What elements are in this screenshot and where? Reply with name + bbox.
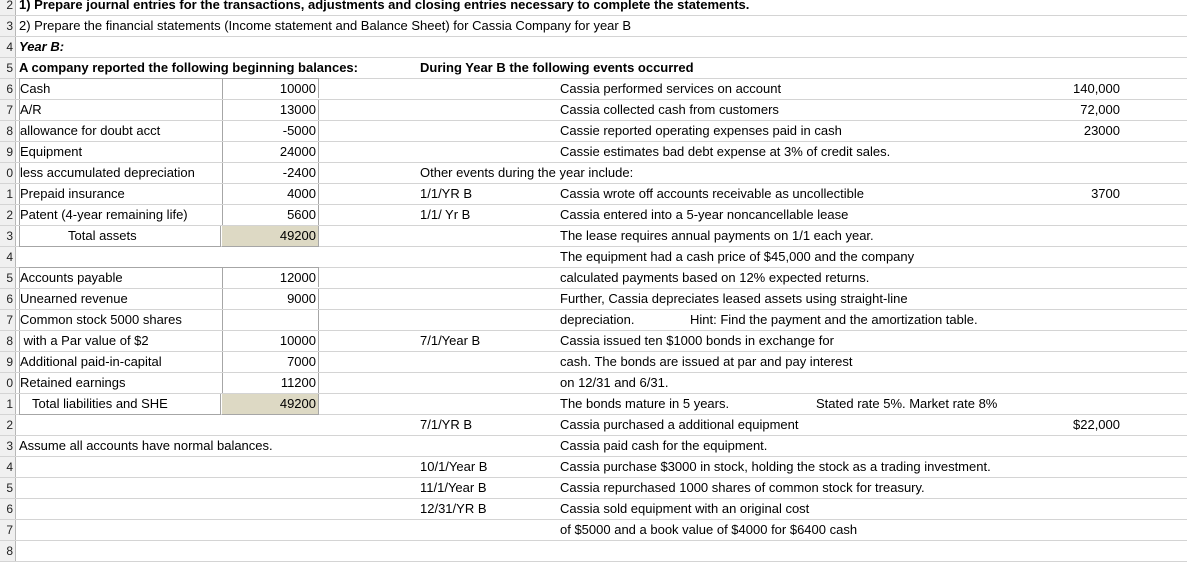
event-text[interactable]: The equipment had a cash price of $45,000 and the company — [560, 249, 915, 264]
event-text[interactable]: Cassie estimates bad debt expense at 3% of credit sales. — [560, 144, 891, 159]
row-header[interactable]: 5 — [0, 58, 16, 78]
balance-value[interactable]: 4000 — [222, 184, 319, 204]
event-text[interactable]: The lease requires annual payments on 1/1 each year. — [560, 228, 874, 243]
row-header[interactable]: 7 — [0, 100, 16, 120]
event-text[interactable]: Cassie reported operating expenses paid in cash — [560, 123, 842, 138]
row-header[interactable]: 3 — [0, 226, 16, 246]
sheet-row — [0, 520, 1187, 541]
event-amount[interactable]: $22,000 — [1073, 417, 1120, 432]
balance-value[interactable]: -5000 — [222, 121, 319, 141]
row-header[interactable]: 2 — [0, 415, 16, 435]
balance-value[interactable] — [222, 310, 319, 330]
events-heading[interactable]: During Year B the following events occurred — [420, 60, 694, 75]
row-header[interactable]: 8 — [0, 121, 16, 141]
event-text[interactable]: Cassia repurchased 1000 shares of common stock for treasury. — [560, 480, 925, 495]
sheet-row — [0, 478, 1187, 499]
event-text[interactable]: depreciation. — [560, 312, 635, 327]
row-header[interactable]: 1 — [0, 184, 16, 204]
balance-value[interactable]: -2400 — [222, 163, 319, 183]
row-header[interactable]: 6 — [0, 499, 16, 519]
event-amount[interactable]: 72,000 — [1080, 102, 1120, 117]
event-amount[interactable]: 23000 — [1083, 123, 1120, 138]
sheet-row — [0, 142, 1187, 163]
row-header[interactable]: 4 — [0, 247, 16, 267]
row-header[interactable]: 7 — [0, 520, 16, 540]
balance-account[interactable]: Additional paid-in-capital — [19, 352, 223, 372]
event-text[interactable]: Cassia collected cash from customers — [560, 102, 779, 117]
row-header[interactable]: 3 — [0, 436, 16, 456]
sheet-row — [0, 247, 1187, 268]
row-header[interactable]: 8 — [0, 541, 16, 561]
balance-value[interactable]: 5600 — [222, 205, 319, 225]
balance-account[interactable]: A/R — [19, 100, 223, 120]
sheet-row — [0, 205, 1187, 226]
balance-account[interactable]: Retained earnings — [19, 373, 223, 393]
hint-text[interactable]: Hint: Find the payment and the amortization table. — [690, 312, 978, 327]
balance-value[interactable]: 10000 — [222, 78, 319, 98]
row-header[interactable]: 2 — [0, 0, 16, 15]
event-date[interactable]: 1/1/YR B — [420, 186, 473, 201]
row-header[interactable]: 2 — [0, 205, 16, 225]
sheet-row — [0, 415, 1187, 436]
row-header[interactable]: 7 — [0, 310, 16, 330]
total-assets-label[interactable]: Total assets — [19, 226, 221, 247]
total-liabilities-value[interactable]: 49200 — [222, 394, 319, 415]
balance-account[interactable]: Patent (4-year remaining life) — [19, 205, 223, 225]
row-header[interactable]: 9 — [0, 142, 16, 162]
row-header[interactable]: 6 — [0, 79, 16, 99]
event-date[interactable]: 7/1/YR B — [420, 417, 473, 432]
other-events-heading[interactable]: Other events during the year include: — [420, 165, 634, 180]
sheet-row — [0, 541, 1187, 562]
balance-account[interactable]: with a Par value of $2 — [19, 331, 223, 351]
row-header[interactable]: 4 — [0, 37, 16, 57]
row-header[interactable]: 0 — [0, 373, 16, 393]
sheet-row — [0, 352, 1187, 373]
total-assets-value[interactable]: 49200 — [222, 226, 319, 247]
sheet-row — [0, 226, 1187, 247]
balance-account[interactable]: Prepaid insurance — [19, 184, 223, 204]
balance-account[interactable]: Common stock 5000 shares — [19, 310, 223, 330]
balance-value[interactable]: 12000 — [222, 267, 319, 287]
event-text[interactable]: cash. The bonds are issued at par and pay interest — [560, 354, 853, 369]
sheet-row — [0, 268, 1187, 289]
sheet-row — [0, 0, 1187, 16]
event-text[interactable]: Further, Cassia depreciates leased assets using straight-line — [560, 291, 908, 306]
year-heading[interactable]: Year B: — [19, 39, 65, 54]
event-text[interactable]: Cassia sold equipment with an original cost — [560, 501, 810, 516]
sheet-row — [0, 184, 1187, 205]
row-header[interactable]: 1 — [0, 394, 16, 414]
row-header[interactable]: 4 — [0, 457, 16, 477]
event-text[interactable]: calculated payments based on 12% expected returns. — [560, 270, 870, 285]
row-header[interactable]: 5 — [0, 478, 16, 498]
row-header[interactable]: 8 — [0, 331, 16, 351]
sheet-row — [0, 58, 1187, 79]
sheet-row — [0, 499, 1187, 520]
event-text[interactable]: Cassia purchase $3000 in stock, holding the stock as a trading investment. — [560, 459, 991, 474]
sheet-row — [0, 457, 1187, 478]
sheet-row — [0, 37, 1187, 58]
sheet-row — [0, 79, 1187, 100]
balance-value[interactable]: 9000 — [222, 289, 319, 309]
balance-account[interactable]: less accumulated depreciation — [19, 163, 223, 183]
balance-value[interactable]: 11200 — [222, 373, 319, 393]
sheet-row — [0, 16, 1187, 37]
sheet-row — [0, 100, 1187, 121]
event-text[interactable]: Cassia issued ten $1000 bonds in exchange for — [560, 333, 834, 348]
row-header[interactable]: 9 — [0, 352, 16, 372]
instruction-2[interactable]: 2) Prepare the financial statements (Income statement and Balance Sheet) for Cassia Company for year B — [19, 18, 632, 33]
event-amount[interactable]: 3700 — [1091, 186, 1120, 201]
sheet-row — [0, 394, 1187, 415]
event-text[interactable]: on 12/31 and 6/31. — [560, 375, 669, 390]
sheet-row — [0, 163, 1187, 184]
event-text[interactable]: Cassia performed services on account — [560, 81, 782, 96]
row-header[interactable]: 6 — [0, 289, 16, 309]
sheet-row — [0, 331, 1187, 352]
balance-value[interactable]: 24000 — [222, 142, 319, 162]
balances-heading[interactable]: A company reported the following beginning balances: — [19, 60, 358, 75]
sheet-row — [0, 436, 1187, 457]
sheet-row — [0, 373, 1187, 394]
balance-account[interactable]: Unearned revenue — [19, 289, 223, 309]
event-text[interactable]: Cassia entered into a 5-year noncancellable lease — [560, 207, 849, 222]
sheet-row — [0, 121, 1187, 142]
row-header[interactable]: 5 — [0, 268, 16, 288]
event-date[interactable]: 7/1/Year B — [420, 333, 481, 348]
row-header[interactable]: 0 — [0, 163, 16, 183]
instruction-1[interactable]: 1) Prepare journal entries for the transactions, adjustments and closing entries necessary to complete the statements. — [19, 0, 750, 12]
balance-account[interactable]: Cash — [19, 78, 223, 99]
balance-account[interactable]: Equipment — [19, 142, 223, 162]
balance-value[interactable]: 13000 — [222, 100, 319, 120]
balance-value[interactable]: 7000 — [222, 352, 319, 372]
balance-account[interactable]: Accounts payable — [19, 267, 223, 288]
sheet-row — [0, 310, 1187, 331]
rate-text[interactable]: Stated rate 5%. Market rate 8% — [816, 396, 998, 411]
row-header[interactable]: 3 — [0, 16, 16, 36]
event-date[interactable]: 10/1/Year B — [420, 459, 488, 474]
event-date[interactable]: 11/1/Year B — [420, 480, 487, 495]
sheet-row — [0, 289, 1187, 310]
event-text[interactable]: of $5000 and a book value of $4000 for $6400 cash — [560, 522, 858, 537]
event-text[interactable]: Cassia wrote off accounts receivable as uncollectible — [560, 186, 864, 201]
total-liabilities-label[interactable]: Total liabilities and SHE — [19, 394, 221, 415]
event-date[interactable]: 1/1/ Yr B — [420, 207, 471, 222]
event-amount[interactable]: 140,000 — [1073, 81, 1120, 96]
assumption-note[interactable]: Assume all accounts have normal balances. — [19, 438, 273, 453]
balance-value[interactable]: 10000 — [222, 331, 319, 351]
event-text[interactable]: The bonds mature in 5 years. — [560, 396, 730, 411]
event-text[interactable]: Cassia paid cash for the equipment. — [560, 438, 768, 453]
balance-account[interactable]: allowance for doubt acct — [19, 121, 223, 141]
event-text[interactable]: Cassia purchased a additional equipment — [560, 417, 799, 432]
event-date[interactable]: 12/31/YR B — [420, 501, 487, 516]
